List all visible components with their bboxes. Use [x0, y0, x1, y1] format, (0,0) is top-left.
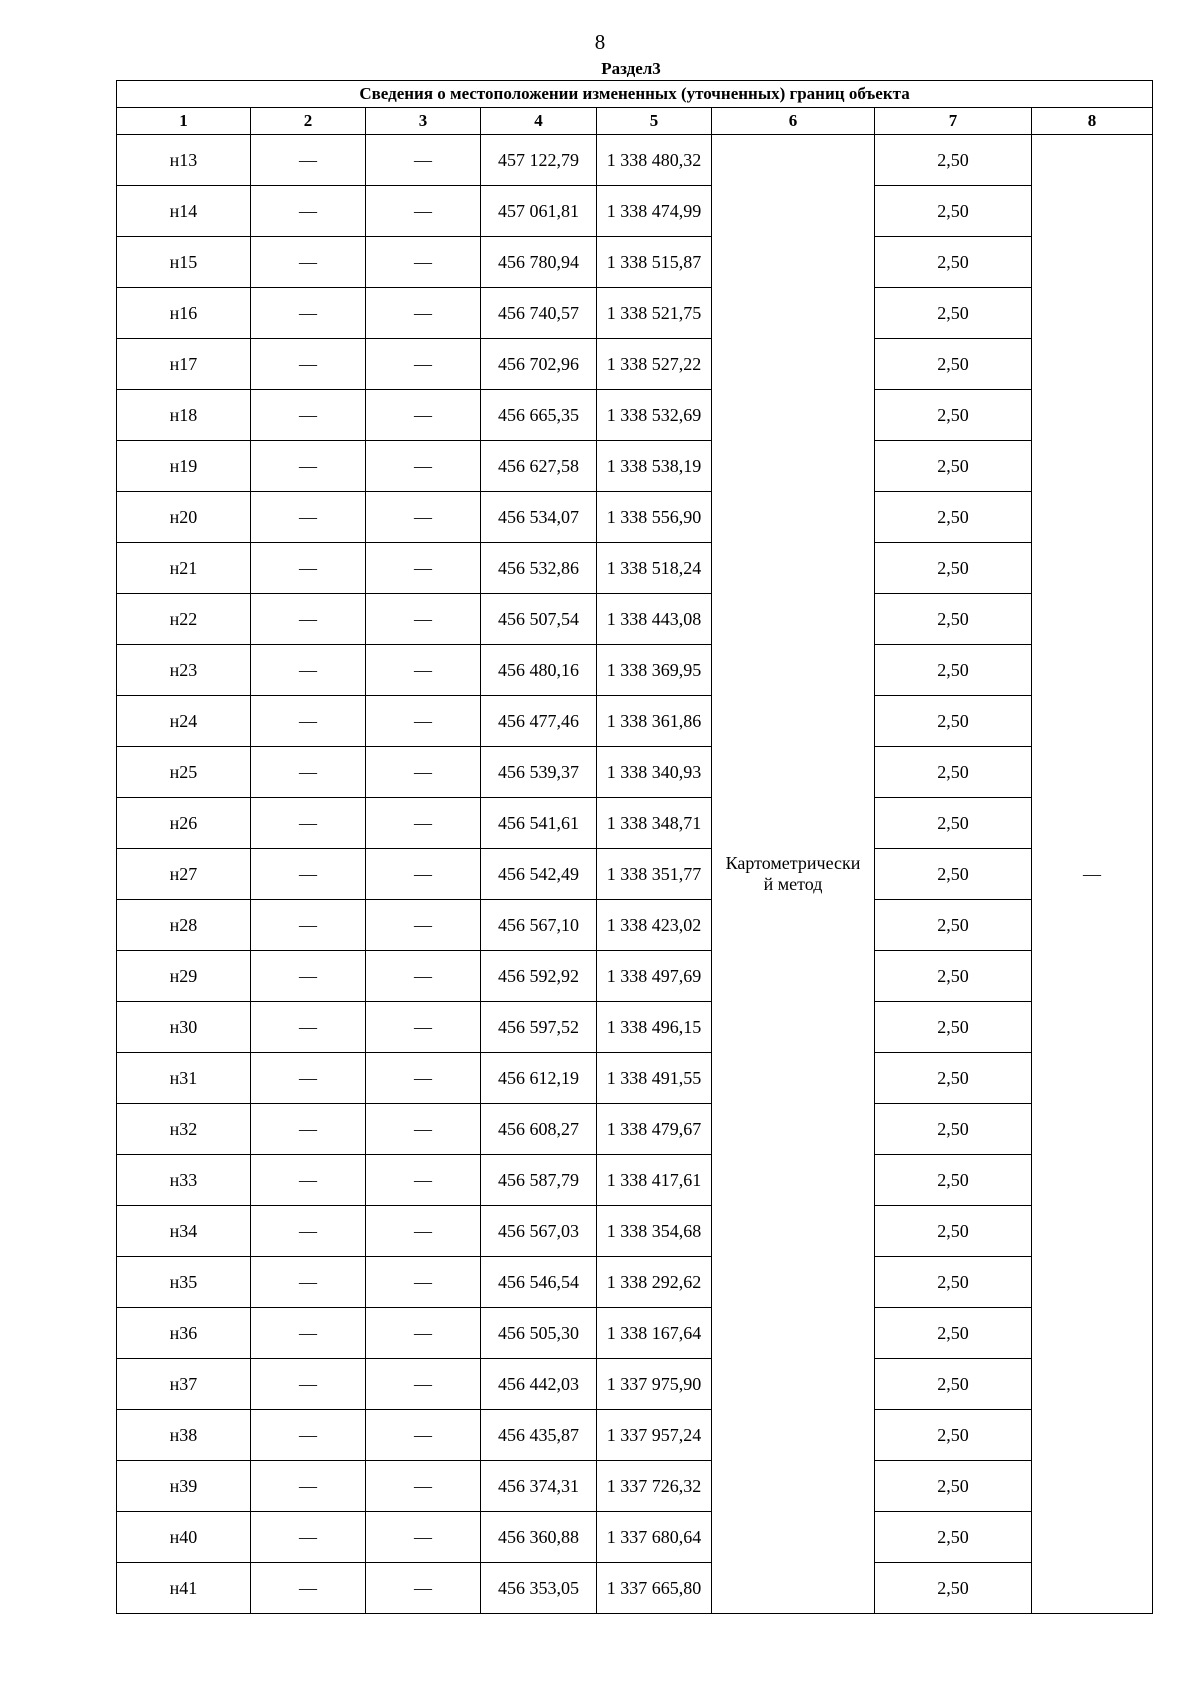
table-row [117, 951, 1153, 1002]
y-coordinate-cell: 1 338 443,08 [597, 594, 712, 645]
point-name-cell: н30 [117, 1002, 251, 1053]
y-coordinate-cell: 1 338 351,77 [597, 849, 712, 900]
table-row [117, 594, 1153, 645]
point-name-cell: н21 [117, 543, 251, 594]
precision-cell: 2,50 [875, 339, 1032, 390]
column-2-cell: — [251, 1410, 366, 1461]
point-name-cell: н32 [117, 1104, 251, 1155]
x-coordinate-cell: 456 374,31 [481, 1461, 597, 1512]
x-coordinate-cell: 456 360,88 [481, 1512, 597, 1563]
column-2-cell: — [251, 543, 366, 594]
x-coordinate-cell: 456 507,54 [481, 594, 597, 645]
table-row [117, 1410, 1153, 1461]
precision-cell: 2,50 [875, 135, 1032, 186]
column-2-cell: — [251, 1002, 366, 1053]
point-name-cell: н22 [117, 594, 251, 645]
column-3-cell: — [366, 1206, 481, 1257]
precision-cell: 2,50 [875, 696, 1032, 747]
table-row [117, 543, 1153, 594]
column-3-cell: — [366, 747, 481, 798]
table-row [117, 798, 1153, 849]
table-row [117, 390, 1153, 441]
column-3-cell: — [366, 1257, 481, 1308]
column-2-cell: — [251, 1155, 366, 1206]
y-coordinate-cell: 1 337 726,32 [597, 1461, 712, 1512]
table-row [117, 1206, 1153, 1257]
x-coordinate-cell: 456 546,54 [481, 1257, 597, 1308]
column-2-cell: — [251, 135, 366, 186]
column-number-1: 1 [117, 108, 251, 135]
table-row [117, 339, 1153, 390]
table-body [117, 135, 1153, 1614]
column-2-cell: — [251, 186, 366, 237]
point-name-cell: н35 [117, 1257, 251, 1308]
point-name-cell: н13 [117, 135, 251, 186]
y-coordinate-cell: 1 337 975,90 [597, 1359, 712, 1410]
x-coordinate-cell: 456 435,87 [481, 1410, 597, 1461]
method-line-1: Картометрически [725, 853, 861, 873]
column-2-cell: — [251, 645, 366, 696]
precision-cell: 2,50 [875, 1308, 1032, 1359]
precision-cell: 2,50 [875, 1206, 1032, 1257]
y-coordinate-cell: 1 337 957,24 [597, 1410, 712, 1461]
point-name-cell: н33 [117, 1155, 251, 1206]
y-coordinate-cell: 1 338 538,19 [597, 441, 712, 492]
column-3-cell: — [366, 186, 481, 237]
x-coordinate-cell: 456 541,61 [481, 798, 597, 849]
table-row [117, 1308, 1153, 1359]
column-3-cell: — [366, 339, 481, 390]
column-3-cell: — [366, 1002, 481, 1053]
table-row [117, 441, 1153, 492]
column-3-cell: — [366, 237, 481, 288]
column-2-cell: — [251, 1104, 366, 1155]
point-name-cell: н34 [117, 1206, 251, 1257]
x-coordinate-cell: 456 592,92 [481, 951, 597, 1002]
y-coordinate-cell: 1 338 417,61 [597, 1155, 712, 1206]
method-cell [712, 135, 875, 1614]
y-coordinate-cell: 1 337 680,64 [597, 1512, 712, 1563]
precision-cell: 2,50 [875, 747, 1032, 798]
point-name-cell: н31 [117, 1053, 251, 1104]
y-coordinate-cell: 1 338 340,93 [597, 747, 712, 798]
x-coordinate-cell: 456 567,03 [481, 1206, 597, 1257]
point-name-cell: н28 [117, 900, 251, 951]
point-name-cell: н18 [117, 390, 251, 441]
column-number-3: 3 [366, 108, 481, 135]
method-line-2: й метод [763, 874, 823, 894]
precision-cell: 2,50 [875, 1461, 1032, 1512]
x-coordinate-cell: 456 534,07 [481, 492, 597, 543]
column-2-cell: — [251, 900, 366, 951]
x-coordinate-cell: 456 567,10 [481, 900, 597, 951]
column-3-cell: — [366, 645, 481, 696]
table-row [117, 135, 1153, 186]
column-2-cell: — [251, 1563, 366, 1614]
column-3-cell: — [366, 798, 481, 849]
point-name-cell: н24 [117, 696, 251, 747]
precision-cell: 2,50 [875, 1512, 1032, 1563]
x-coordinate-cell: 456 608,27 [481, 1104, 597, 1155]
column-2-cell: — [251, 1461, 366, 1512]
x-coordinate-cell: 456 539,37 [481, 747, 597, 798]
column-2-cell: — [251, 747, 366, 798]
column-number-row [117, 108, 1153, 135]
table-row [117, 645, 1153, 696]
y-coordinate-cell: 1 338 515,87 [597, 237, 712, 288]
column-3-cell: — [366, 1563, 481, 1614]
table-row [117, 849, 1153, 900]
point-name-cell: н27 [117, 849, 251, 900]
point-name-cell: н40 [117, 1512, 251, 1563]
column-2-cell: — [251, 288, 366, 339]
table-row [117, 747, 1153, 798]
x-coordinate-cell: 456 740,57 [481, 288, 597, 339]
point-name-cell: н23 [117, 645, 251, 696]
point-name-cell: н36 [117, 1308, 251, 1359]
point-name-cell: н37 [117, 1359, 251, 1410]
point-name-cell: н41 [117, 1563, 251, 1614]
precision-cell: 2,50 [875, 798, 1032, 849]
table-row [117, 237, 1153, 288]
column-3-cell: — [366, 696, 481, 747]
precision-cell: 2,50 [875, 237, 1032, 288]
point-name-cell: н14 [117, 186, 251, 237]
column-3-cell: — [366, 1104, 481, 1155]
y-coordinate-cell: 1 338 491,55 [597, 1053, 712, 1104]
y-coordinate-cell: 1 338 423,02 [597, 900, 712, 951]
column-2-cell: — [251, 1257, 366, 1308]
precision-cell: 2,50 [875, 1359, 1032, 1410]
y-coordinate-cell: 1 338 521,75 [597, 288, 712, 339]
precision-cell: 2,50 [875, 441, 1032, 492]
column-number-7: 7 [875, 108, 1032, 135]
table-row [117, 696, 1153, 747]
x-coordinate-cell: 456 612,19 [481, 1053, 597, 1104]
table-row [117, 1512, 1153, 1563]
y-coordinate-cell: 1 338 532,69 [597, 390, 712, 441]
column-3-cell: — [366, 1155, 481, 1206]
precision-cell: 2,50 [875, 186, 1032, 237]
table-row [117, 492, 1153, 543]
table-row [117, 1053, 1153, 1104]
y-coordinate-cell: 1 338 354,68 [597, 1206, 712, 1257]
column-number-5: 5 [597, 108, 712, 135]
column-2-cell: — [251, 798, 366, 849]
point-name-cell: н38 [117, 1410, 251, 1461]
column-number-8: 8 [1032, 108, 1153, 135]
precision-cell: 2,50 [875, 1410, 1032, 1461]
precision-cell: 2,50 [875, 849, 1032, 900]
point-name-cell: н26 [117, 798, 251, 849]
column-3-cell: — [366, 288, 481, 339]
column-3-cell: — [366, 1308, 481, 1359]
column-number-6: 6 [712, 108, 875, 135]
column-2-cell: — [251, 339, 366, 390]
y-coordinate-cell: 1 338 518,24 [597, 543, 712, 594]
x-coordinate-cell: 456 477,46 [481, 696, 597, 747]
x-coordinate-cell: 456 542,49 [481, 849, 597, 900]
point-name-cell: н39 [117, 1461, 251, 1512]
page-number: 8 [594, 30, 606, 54]
column-3-cell: — [366, 1410, 481, 1461]
precision-cell: 2,50 [875, 288, 1032, 339]
point-name-cell: н25 [117, 747, 251, 798]
precision-cell: 2,50 [875, 594, 1032, 645]
x-coordinate-cell: 456 353,05 [481, 1563, 597, 1614]
precision-cell: 2,50 [875, 1155, 1032, 1206]
precision-cell: 2,50 [875, 1002, 1032, 1053]
point-name-cell: н16 [117, 288, 251, 339]
column-2-cell: — [251, 1359, 366, 1410]
y-coordinate-cell: 1 338 361,86 [597, 696, 712, 747]
y-coordinate-cell: 1 338 527,22 [597, 339, 712, 390]
precision-cell: 2,50 [875, 1104, 1032, 1155]
column-3-cell: — [366, 951, 481, 1002]
x-coordinate-cell: 456 480,16 [481, 645, 597, 696]
precision-cell: 2,50 [875, 951, 1032, 1002]
column-2-cell: — [251, 594, 366, 645]
precision-cell: 2,50 [875, 645, 1032, 696]
y-coordinate-cell: 1 338 348,71 [597, 798, 712, 849]
x-coordinate-cell: 456 587,79 [481, 1155, 597, 1206]
column-2-cell: — [251, 696, 366, 747]
column-3-cell: — [366, 1053, 481, 1104]
x-coordinate-cell: 456 702,96 [481, 339, 597, 390]
column-2-cell: — [251, 492, 366, 543]
precision-cell: 2,50 [875, 1053, 1032, 1104]
precision-cell: 2,50 [875, 492, 1032, 543]
table-row [117, 1461, 1153, 1512]
column-2-cell: — [251, 237, 366, 288]
table-row [117, 288, 1153, 339]
column-2-cell: — [251, 441, 366, 492]
table-row [117, 1359, 1153, 1410]
column-3-cell: — [366, 900, 481, 951]
precision-cell: 2,50 [875, 1257, 1032, 1308]
point-name-cell: н19 [117, 441, 251, 492]
x-coordinate-cell: 456 597,52 [481, 1002, 597, 1053]
column-3-cell: — [366, 849, 481, 900]
column-2-cell: — [251, 849, 366, 900]
precision-cell: 2,50 [875, 543, 1032, 594]
column-2-cell: — [251, 1308, 366, 1359]
column-2-cell: — [251, 1512, 366, 1563]
column-2-cell: — [251, 390, 366, 441]
point-name-cell: н29 [117, 951, 251, 1002]
point-name-cell: н17 [117, 339, 251, 390]
x-coordinate-cell: 457 122,79 [481, 135, 597, 186]
x-coordinate-cell: 456 442,03 [481, 1359, 597, 1410]
table-row [117, 1257, 1153, 1308]
point-name-cell: н20 [117, 492, 251, 543]
x-coordinate-cell: 456 505,30 [481, 1308, 597, 1359]
y-coordinate-cell: 1 338 474,99 [597, 186, 712, 237]
y-coordinate-cell: 1 337 665,80 [597, 1563, 712, 1614]
y-coordinate-cell: 1 338 369,95 [597, 645, 712, 696]
x-coordinate-cell: 457 061,81 [481, 186, 597, 237]
x-coordinate-cell: 456 627,58 [481, 441, 597, 492]
column-number-2: 2 [251, 108, 366, 135]
column-3-cell: — [366, 135, 481, 186]
section-title: Раздел3 [601, 59, 661, 78]
x-coordinate-cell: 456 532,86 [481, 543, 597, 594]
precision-cell: 2,50 [875, 390, 1032, 441]
y-coordinate-cell: 1 338 167,64 [597, 1308, 712, 1359]
precision-cell: 2,50 [875, 1563, 1032, 1614]
column-2-cell: — [251, 1053, 366, 1104]
x-coordinate-cell: 456 780,94 [481, 237, 597, 288]
table-row [117, 1104, 1153, 1155]
column-3-cell: — [366, 492, 481, 543]
y-coordinate-cell: 1 338 292,62 [597, 1257, 712, 1308]
table-row [117, 900, 1153, 951]
column-3-cell: — [366, 594, 481, 645]
column-2-cell: — [251, 951, 366, 1002]
precision-cell: 2,50 [875, 900, 1032, 951]
table-row [117, 186, 1153, 237]
x-coordinate-cell: 456 665,35 [481, 390, 597, 441]
y-coordinate-cell: 1 338 479,67 [597, 1104, 712, 1155]
column-3-cell: — [366, 1512, 481, 1563]
column-8-cell: — [1032, 135, 1153, 1614]
y-coordinate-cell: 1 338 556,90 [597, 492, 712, 543]
table-row [117, 1155, 1153, 1206]
boundary-coordinates-table [116, 80, 1153, 1614]
point-name-cell: н15 [117, 237, 251, 288]
column-number-4: 4 [481, 108, 597, 135]
column-2-cell: — [251, 1206, 366, 1257]
y-coordinate-cell: 1 338 496,15 [597, 1002, 712, 1053]
column-3-cell: — [366, 543, 481, 594]
table-row [117, 1002, 1153, 1053]
column-3-cell: — [366, 1461, 481, 1512]
column-3-cell: — [366, 390, 481, 441]
table-caption: Сведения о местоположении измененных (уточненных) границ объекта [117, 81, 1153, 108]
column-3-cell: — [366, 1359, 481, 1410]
table-row [117, 1563, 1153, 1614]
column-3-cell: — [366, 441, 481, 492]
y-coordinate-cell: 1 338 497,69 [597, 951, 712, 1002]
y-coordinate-cell: 1 338 480,32 [597, 135, 712, 186]
